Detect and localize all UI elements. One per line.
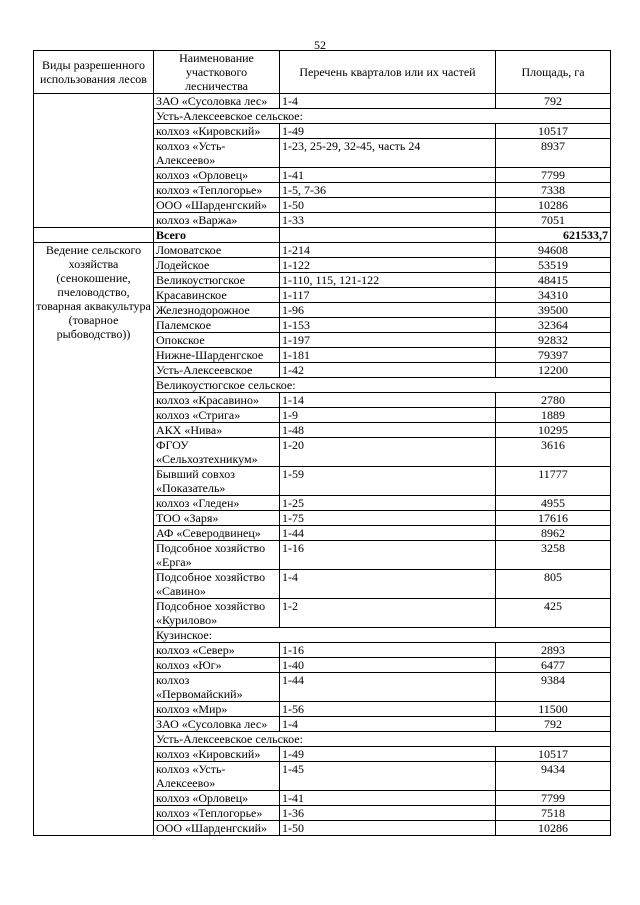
quarters-list: 1-153 (280, 318, 496, 333)
quarters-list: 1-25 (280, 496, 496, 511)
area-value: 8937 (496, 139, 611, 168)
area-value: 10286 (496, 198, 611, 213)
section-title: Усть-Алексеевское сельское: (154, 109, 611, 124)
forestry-name: колхоз «Юг» (154, 658, 280, 673)
quarters-list: 1-33 (280, 213, 496, 228)
forestry-name: Усть-Алексеевское (154, 363, 280, 378)
quarters-list: 1-41 (280, 791, 496, 806)
header-quarters: Перечень кварталов или их частей (280, 51, 496, 94)
total-row (34, 228, 611, 243)
total-quarters-cell (280, 228, 496, 243)
area-value: 2893 (496, 643, 611, 658)
area-value: 1889 (496, 408, 611, 423)
area-value: 79397 (496, 348, 611, 363)
area-value: 6477 (496, 658, 611, 673)
total-area: 621533,7 (496, 228, 611, 243)
quarters-list: 1-4 (280, 717, 496, 732)
quarters-list: 1-20 (280, 438, 496, 467)
forestry-name: Подсобное хозяйство «Савино» (154, 570, 280, 599)
area-value: 8962 (496, 526, 611, 541)
header-use-type: Виды разрешенного использования лесов (34, 51, 154, 94)
section-title: Великоустюгское сельское: (154, 378, 611, 393)
area-value: 9384 (496, 673, 611, 702)
area-value: 3616 (496, 438, 611, 467)
table-row (34, 243, 611, 258)
forestry-name: колхоз «Мир» (154, 702, 280, 717)
quarters-list: 1-48 (280, 423, 496, 438)
section-title: Усть-Алексеевское сельское: (154, 732, 611, 747)
forestry-name: Лодейское (154, 258, 280, 273)
forestry-name: Палемское (154, 318, 280, 333)
forestry-name: колхоз «Теплогорье» (154, 183, 280, 198)
area-value: 12200 (496, 363, 611, 378)
area-value: 11777 (496, 467, 611, 496)
area-value: 7518 (496, 806, 611, 821)
table-body-bottom (34, 243, 611, 836)
quarters-list: 1-49 (280, 747, 496, 762)
area-value: 10295 (496, 423, 611, 438)
forestry-name: ООО «Шарденгский» (154, 821, 280, 836)
area-value: 3258 (496, 541, 611, 570)
quarters-list: 1-44 (280, 673, 496, 702)
forestry-name: АКХ «Нива» (154, 423, 280, 438)
forestry-name: колхоз «Первомайский» (154, 673, 280, 702)
table-header-row (34, 51, 611, 94)
area-value: 425 (496, 599, 611, 628)
quarters-list: 1-45 (280, 762, 496, 791)
quarters-list: 1-36 (280, 806, 496, 821)
area-value: 4955 (496, 496, 611, 511)
forestry-name: Нижне-Шарденгское (154, 348, 280, 363)
use-type-cell (34, 94, 154, 228)
forestry-name: ЗАО «Сусоловка лес» (154, 717, 280, 732)
forestry-name: колхоз «Красавино» (154, 393, 280, 408)
forestry-name: колхоз «Север» (154, 643, 280, 658)
quarters-list: 1-44 (280, 526, 496, 541)
forestry-name: Подсобное хозяйство «Курилово» (154, 599, 280, 628)
forestry-name: Ломоватское (154, 243, 280, 258)
area-value: 53519 (496, 258, 611, 273)
forestry-name: Железнодорожное (154, 303, 280, 318)
forestry-name: Подсобное хозяйство «Ерга» (154, 541, 280, 570)
area-value: 92832 (496, 333, 611, 348)
quarters-list: 1-23, 25-29, 32-45, часть 24 (280, 139, 496, 168)
forestry-name: колхоз «Кировский» (154, 747, 280, 762)
area-value: 39500 (496, 303, 611, 318)
area-value: 2780 (496, 393, 611, 408)
area-value: 48415 (496, 273, 611, 288)
quarters-list: 1-59 (280, 467, 496, 496)
page-number: 52 (314, 38, 326, 52)
area-value: 17616 (496, 511, 611, 526)
quarters-list: 1-110, 115, 121-122 (280, 273, 496, 288)
area-value: 7799 (496, 168, 611, 183)
quarters-list: 1-5, 7-36 (280, 183, 496, 198)
forestry-name: ООО «Шарденгский» (154, 198, 280, 213)
area-value: 94608 (496, 243, 611, 258)
forestry-name: Великоустюгское (154, 273, 280, 288)
forestry-name: колхоз «Теплогорье» (154, 806, 280, 821)
forestry-name: Красавинское (154, 288, 280, 303)
forestry-name: Бывший совхоз «Показатель» (154, 467, 280, 496)
quarters-list: 1-16 (280, 541, 496, 570)
quarters-list: 1-2 (280, 599, 496, 628)
area-value: 805 (496, 570, 611, 599)
quarters-list: 1-9 (280, 408, 496, 423)
quarters-list: 1-41 (280, 168, 496, 183)
header-area: Площадь, га (496, 51, 611, 94)
table-row (34, 94, 611, 109)
area-value: 792 (496, 94, 611, 109)
quarters-list: 1-4 (280, 570, 496, 599)
quarters-list: 1-14 (280, 393, 496, 408)
area-value: 7338 (496, 183, 611, 198)
forestry-name: ЗАО «Сусоловка лес» (154, 94, 280, 109)
forestry-name: колхоз «Гледен» (154, 496, 280, 511)
quarters-list: 1-4 (280, 94, 496, 109)
quarters-list: 1-197 (280, 333, 496, 348)
area-value: 10517 (496, 124, 611, 139)
forestry-name: колхоз «Стрига» (154, 408, 280, 423)
total-blank-cell (34, 228, 154, 243)
forestry-name: колхоз «Орловец» (154, 791, 280, 806)
forestry-name: колхоз «Усть-Алексеево» (154, 139, 280, 168)
quarters-list: 1-50 (280, 198, 496, 213)
quarters-list: 1-122 (280, 258, 496, 273)
forestry-name: АФ «Северодвинец» (154, 526, 280, 541)
area-value: 10517 (496, 747, 611, 762)
area-value: 11500 (496, 702, 611, 717)
quarters-list: 1-16 (280, 643, 496, 658)
total-label: Всего (154, 228, 280, 243)
forestry-name: Опокское (154, 333, 280, 348)
forestry-name: колхоз «Орловец» (154, 168, 280, 183)
quarters-list: 1-96 (280, 303, 496, 318)
area-value: 7799 (496, 791, 611, 806)
forestry-name: ТОО «Заря» (154, 511, 280, 526)
quarters-list: 1-50 (280, 821, 496, 836)
forestry-name: ФГОУ «Сельхозтехникум» (154, 438, 280, 467)
area-value: 32364 (496, 318, 611, 333)
quarters-list: 1-117 (280, 288, 496, 303)
use-type-cell: Ведение сельского хозяйства (сенокошение, пчеловодство, товарная аквакультура (товарное рыбоводство)) (34, 243, 154, 836)
forestry-name: колхоз «Варжа» (154, 213, 280, 228)
forestry-name: колхоз «Кировский» (154, 124, 280, 139)
table-body-top (34, 94, 611, 228)
area-value: 9434 (496, 762, 611, 791)
section-title: Кузинское: (154, 628, 611, 643)
forestry-name: колхоз «Усть-Алексеево» (154, 762, 280, 791)
quarters-list: 1-56 (280, 702, 496, 717)
quarters-list: 1-75 (280, 511, 496, 526)
quarters-list: 1-181 (280, 348, 496, 363)
area-value: 792 (496, 717, 611, 732)
forest-use-table (33, 50, 611, 836)
quarters-list: 1-42 (280, 363, 496, 378)
area-value: 7051 (496, 213, 611, 228)
area-value: 34310 (496, 288, 611, 303)
header-forestry-name: Наименование участкового лесничества (154, 51, 280, 94)
table-body-total (34, 228, 611, 243)
quarters-list: 1-214 (280, 243, 496, 258)
quarters-list: 1-40 (280, 658, 496, 673)
quarters-list: 1-49 (280, 124, 496, 139)
area-value: 10286 (496, 821, 611, 836)
